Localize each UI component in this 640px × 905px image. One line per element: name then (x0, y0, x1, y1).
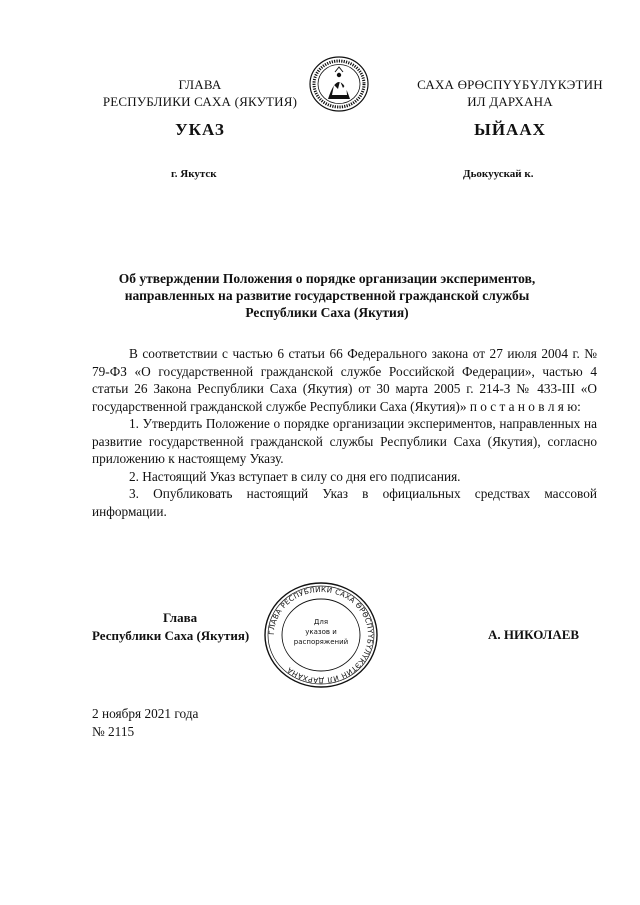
city-sakha: Дьокуускай к. (463, 168, 534, 180)
title-sakha: ЫЙААХ (474, 120, 546, 139)
body-paragraph-item1: 1. Утвердить Положение о порядке организации экспериментов, направленных на развитие государственной гражданской службы Республики Саха (Якутия), согласно приложению к настоящему Указу. (92, 416, 597, 466)
signatory-role-line1: Глава (163, 610, 198, 625)
body-paragraph-item3: 3. Опубликовать настоящий Указ в официальных средствах массовой информации. (92, 486, 597, 519)
subject-line2: направленных на развитие государственной гражданской службы (124, 288, 530, 303)
document-number: № 2115 (92, 723, 135, 739)
official-seal-icon (262, 580, 380, 690)
document-body (92, 345, 597, 520)
subject-line3: Республики Саха (Якутия) (245, 305, 409, 320)
header-right (390, 76, 630, 110)
coat-of-arms-icon (308, 55, 370, 113)
subject-line1: Об утверждении Положения о порядке организации экспериментов, (118, 271, 536, 286)
city-ru: г. Якутск (171, 168, 217, 180)
signatory-role (92, 609, 249, 645)
document-footer (92, 705, 198, 740)
title-ru: УКАЗ (175, 120, 225, 139)
document-subject (92, 270, 562, 321)
header-left-line2: РЕСПУБЛИКИ САХА (ЯКУТИЯ) (102, 94, 298, 109)
seal-center-line3: распоряжений (293, 638, 349, 646)
seal-ring-text: ГЛАВА РЕСПУБЛИКИ САХА ӨРӨСПҮҮБҮЛҮКЭТИН ИЛ ДАРХАНА (266, 584, 376, 686)
seal-center-line2: указов и (305, 628, 337, 636)
header-right-line2: ИЛ ДАРХАНА (467, 94, 553, 109)
header-left-line1: ГЛАВА (178, 77, 222, 92)
document-date: 2 ноября 2021 года (92, 706, 199, 721)
body-paragraph-item2: 2. Настоящий Указ вступает в силу со дня его подписания. (129, 468, 461, 484)
seal-center-line1: Для (313, 618, 329, 626)
header-left (80, 76, 320, 110)
signatory-role-line2: Республики Саха (Якутия) (92, 628, 250, 643)
body-paragraph-preamble: В соответствии с частью 6 статьи 66 Федерального закона от 27 июля 2004 г. № 79-ФЗ «О государственной гражданской службе Российской Федерации», частью 4 статьи 26 Закона Республики Саха (Якутия) от 30 марта 2005 г. 214-З № 433-III «О государственной гражданской службе Республики Саха (Якутия)» п о с т а н о в л я ю: (92, 346, 597, 414)
signatory-name: А. НИКОЛАЕВ (488, 627, 580, 642)
header-right-line1: САХА ӨРӨСПҮҮБҮЛҮКЭТИН (417, 77, 603, 92)
